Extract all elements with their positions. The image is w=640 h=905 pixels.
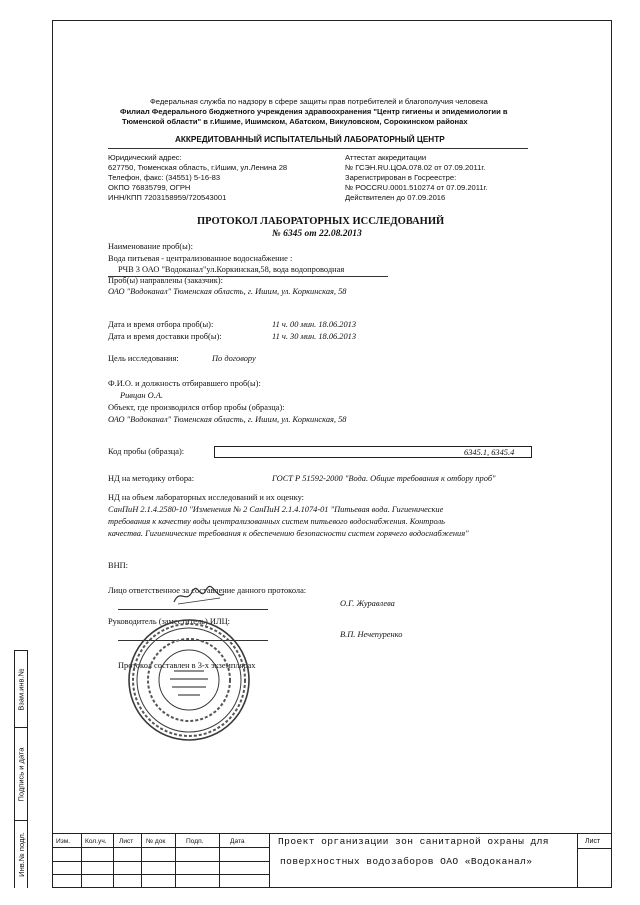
header-line-2: Филиал Федерального бюджетного учреждения здравоохранения "Центр гигиены и эпидемиологии в (120, 107, 508, 116)
sample-date-label: Дата и время отбора проб(ы): (108, 320, 214, 329)
sample-name-label: Наименование проб(ы): (108, 242, 193, 251)
purpose-label: Цель исследования: (108, 354, 179, 363)
header-line-3: Тюменской области" в г.Ишиме, Ишимском, Абатском, Викуловском, Сорокинском районах (122, 117, 468, 126)
signature-line (118, 609, 268, 610)
address-line-5: ИНН/КПП 7203158959/720543001 (108, 193, 227, 202)
vnp-label: ВНП: (108, 561, 129, 570)
side-label-inventory: Инв.№ подл. (16, 831, 26, 877)
delivery-date-value: 11 ч. 30 мин. 18.06.2013 (272, 332, 357, 341)
accreditation-line-4: № РОССRU.0001.510274 от 07.09.2011г. (345, 183, 488, 192)
accreditation-line-3: Зарегистрирован в Госреестре: (345, 173, 457, 182)
head-name: В.П. Нечепуренко (340, 630, 403, 639)
purpose-value: По договору (212, 354, 256, 363)
col-label-change: Изм. (56, 838, 71, 845)
side-divider (14, 727, 28, 728)
col-label-count: Кол.уч. (85, 838, 107, 845)
side-label-signature: Подпись и дата (16, 747, 26, 801)
sheet-label: Лист (585, 838, 601, 845)
lab-center-title: АККРЕДИТОВАННЫЙ ИСПЫТАТЕЛЬНЫЙ ЛАБОРАТОРНЫЙ ЦЕНТР (175, 135, 445, 144)
address-line-2: 627750, Тюменская область, г.Ишим, ул.Ленина 28 (108, 163, 288, 172)
project-title-line-2: поверхностных водозаборов ОАО «Водоканал» (280, 856, 533, 867)
code-label: Код пробы (образца): (108, 447, 185, 456)
title-block-row-line (578, 848, 612, 849)
sample-name-line-1: Вода питьевая - централизованное водоснабжение : (108, 254, 293, 263)
code-value: 6345.1, 6345.4 (464, 448, 515, 457)
nd-scope-line-3: качества. Гигиенические требования к обеспечению безопасности систем горячего водоснабжения" (108, 529, 469, 538)
directed-label: Проб(ы) направлены (заказчик): (108, 276, 223, 285)
nd-scope-line-1: СанПиН 2.1.4.2580-10 "Изменения № 2 СанПиН 2.1.4.1074-01 "Питьевая вода. Гигиенические (108, 505, 444, 514)
header-rule (108, 148, 528, 149)
seal-stamp-icon (124, 615, 254, 745)
project-title-line-1: Проект организации зон санитарной охраны для (278, 836, 549, 847)
object-label: Объект, где производился отбор пробы (образца): (108, 403, 285, 412)
sampler-value: Ривцан О.А. (120, 391, 164, 400)
protocol-title: ПРОТОКОЛ ЛАБОРАТОРНЫХ ИССЛЕДОВАНИЙ (197, 216, 445, 227)
accreditation-line-5: Действителен до 07.09.2016 (345, 193, 446, 202)
nd-scope-label: НД на объем лабораторных исследований и их оценку: (108, 493, 304, 502)
sample-name-line-2: РЧВ 3 ОАО "Водоканал"ул.Коркинская,58, вода водопроводная (118, 265, 345, 274)
col-label-doc: № док (146, 838, 166, 845)
header-line-1: Федеральная служба по надзору в сфере защиты прав потребителей и благополучия человека (150, 97, 488, 106)
copies-label: Протокол составлен в 3-х экземплярах (118, 661, 256, 670)
nd-method-value: ГОСТ Р 51592-2000 "Вода. Общие требования к отбору проб" (272, 474, 496, 483)
sampler-label: Ф.И.О. и должность отбиравшего проб(ы): (108, 379, 261, 388)
signature-icon (170, 584, 230, 608)
sample-date-value: 11 ч. 00 мин. 18.06.2013 (272, 320, 357, 329)
address-line-4: ОКПО 76835799, ОГРН (108, 183, 191, 192)
responsible-name: О.Г. Журавлева (340, 599, 395, 608)
head-label: Руководитель (заместитель) ИЛЦ: (108, 617, 230, 626)
protocol-number: № 6345 от 22.08.2013 (272, 229, 362, 239)
col-divider (220, 833, 270, 888)
accreditation-line-1: Аттестат аккредитации (345, 153, 427, 162)
col-label-sheet: Лист (119, 838, 134, 845)
delivery-date-label: Дата и время доставки проб(ы): (108, 332, 222, 341)
address-line-1: Юридический адрес: (108, 153, 182, 162)
side-divider (14, 820, 28, 821)
nd-scope-line-2: требования к качеству воды централизованных систем питьевого водоснабжения. Контроль (108, 517, 445, 526)
col-label-date: Дата (230, 838, 245, 845)
col-label-signature: Подп. (186, 838, 204, 845)
nd-method-label: НД на методику отбора: (108, 474, 195, 483)
object-value: ОАО "Водоканал" Тюменская область, г. Ишим, ул. Коркинская, 58 (108, 415, 347, 424)
accreditation-line-2: № ГСЭН.RU.ЦОА.078.02 от 07.09.2011г. (345, 163, 486, 172)
responsible-label: Лицо ответственное за составление данного протокола: (108, 586, 307, 595)
side-label-replaced: Взам.инв.№ (16, 667, 26, 711)
address-line-3: Телефон, факс: (34551) 5-16-83 (108, 173, 221, 182)
directed-value: ОАО "Водоканал" Тюменская область, г. Ишим, ул. Коркинская, 58 (108, 287, 347, 296)
